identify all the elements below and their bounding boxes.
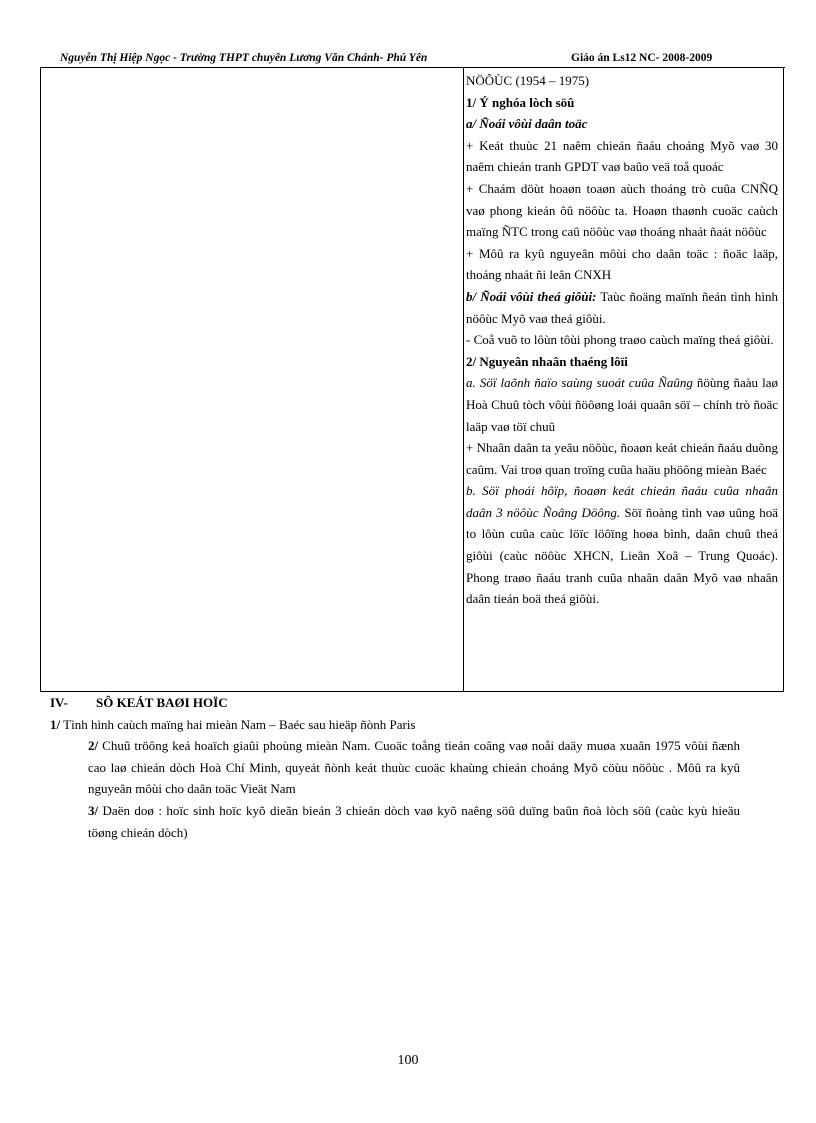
paragraph-text: Söï ñoàng tình vaø uûng hoä to lôùn cuûa caùc löïc löôïng hoøa bình, daân chuû theá giôùi (caùc nöôùc XHCN, Lieân Xoâ – Trung Quoác). Phong traøo ñaáu tranh cuûa nhaân daân Myõ vaø nhaân daân tieán boä theá giôùi. <box>466 504 778 607</box>
paragraph: + Môû ra kyû nguyeân môùi cho daân toäc : ñoäc laäp, thoáng nhaát ñi leân CNXH <box>466 245 778 283</box>
section-2-title: 2/ Nguyeân nhaân thaéng lôïi <box>466 353 628 369</box>
paragraph-with-subtitle <box>466 372 778 437</box>
period-line: NÖÔÙC (1954 – 1975) <box>466 73 590 88</box>
summary-heading-number: IV- <box>50 695 68 710</box>
item-text: Tình hình caùch maïng hai mieàn Nam – Baéc sau hieäp ñònh Paris <box>60 716 416 732</box>
item-text: Chuû tröông keá hoaïch giaûi phoùng mieàn Nam. Cuoäc toång tieán coâng vaø noåi daäy muøa xuaân 1975 vôùi ñænh cao laø chieán dòch Hoà Chí Minh, quyeát ñònh keát thuùc cuoäc khaùng chieán choáng Myõ cöùu nöôùc . Môû ra kyû nguyeân môùi cho daân toäc Vieät Nam <box>88 738 740 797</box>
paragraph: + Nhaân daân ta yeâu nöôùc, ñoaøn keát chieán ñaáu duõng caûm. Vai troø quan troïng cuûa haäu phöông mieàn Baéc <box>466 440 778 477</box>
table-right-column <box>466 70 778 610</box>
paragraph-with-subtitle <box>466 480 778 610</box>
cause-b-title: b. Söï phoái hôïp, ñoaøn keát chieán ñaáu cuûa nhaân daân 3 nöôùc Ñoâng Döông. <box>466 483 778 520</box>
page-header <box>60 52 760 68</box>
page-number: 100 <box>397 1053 419 1068</box>
item-number: 1/ <box>50 716 61 732</box>
paragraph-text: Taùc ñoäng maïnh ñeán tình hình nöôùc Myõ vaø theá giôùi. <box>466 288 778 326</box>
header-course: Giáo án Ls12 NC- 2008-2009 <box>571 52 713 64</box>
paragraph: - Coå vuõ to lôùn tôùi phong traøo caùch maïng theá giôùi. <box>466 332 774 348</box>
item-number: 3/ <box>88 802 99 818</box>
section-1-title: 1/ Ý nghóa lòch söû <box>466 94 575 110</box>
paragraph: + Chaám döùt hoaøn toaøn aùch thoáng trò cuûa CNÑQ vaø phong kieán ôû nöôùc ta. Hoaøn thaønh cuoäc caùch maïng ÑTC trong caû nöôùc vaø thoáng nhaát ñaát nöôùc <box>466 180 778 240</box>
summary-item-3 <box>50 800 740 843</box>
summary-heading <box>50 692 740 714</box>
paragraph-with-subtitle <box>466 286 778 329</box>
item-number: 2/ <box>88 738 99 754</box>
summary-item-1 <box>50 714 740 736</box>
subsection-a-title: a/ Ñoái vôùi daân toäc <box>466 116 588 132</box>
lesson-summary <box>50 692 740 843</box>
header-author: Nguyễn Thị Hiệp Ngọc - Trường THPT chuyên Lương Văn Chánh- Phú Yên <box>60 52 428 64</box>
summary-heading-text: SÔ KEÁT BAØI HOÏC <box>96 695 228 710</box>
cause-a-title: a. Söï laõnh ñaïo saùng suoát cuûa Ñaûng <box>466 375 693 391</box>
summary-item-2 <box>50 735 740 800</box>
table-left-column <box>41 68 464 691</box>
item-text: Daën doø : hoïc sinh hoïc kyõ dieãn bieán 3 chieán dòch vaø kyõ naêng söû duïng baûn ñoà lòch söû (caùc kyù hieäu töøng chieán dòch) <box>88 802 740 840</box>
subsection-b-title: b/ Ñoái vôùi theá giôùi: <box>466 288 597 304</box>
paragraph: + Keát thuùc 21 naêm chieán ñaáu choáng Myõ vaø 30 naêm chieán tranh GPDT vaø baûo veä toå quoác <box>466 137 778 175</box>
paragraph-text: ñöùng ñaàu laø Hoà Chuû tòch vôùi ñöôøng loái quaân söï – chính trò ñoäc laäp vaø töï chuû <box>466 375 778 434</box>
lesson-table <box>40 68 784 692</box>
